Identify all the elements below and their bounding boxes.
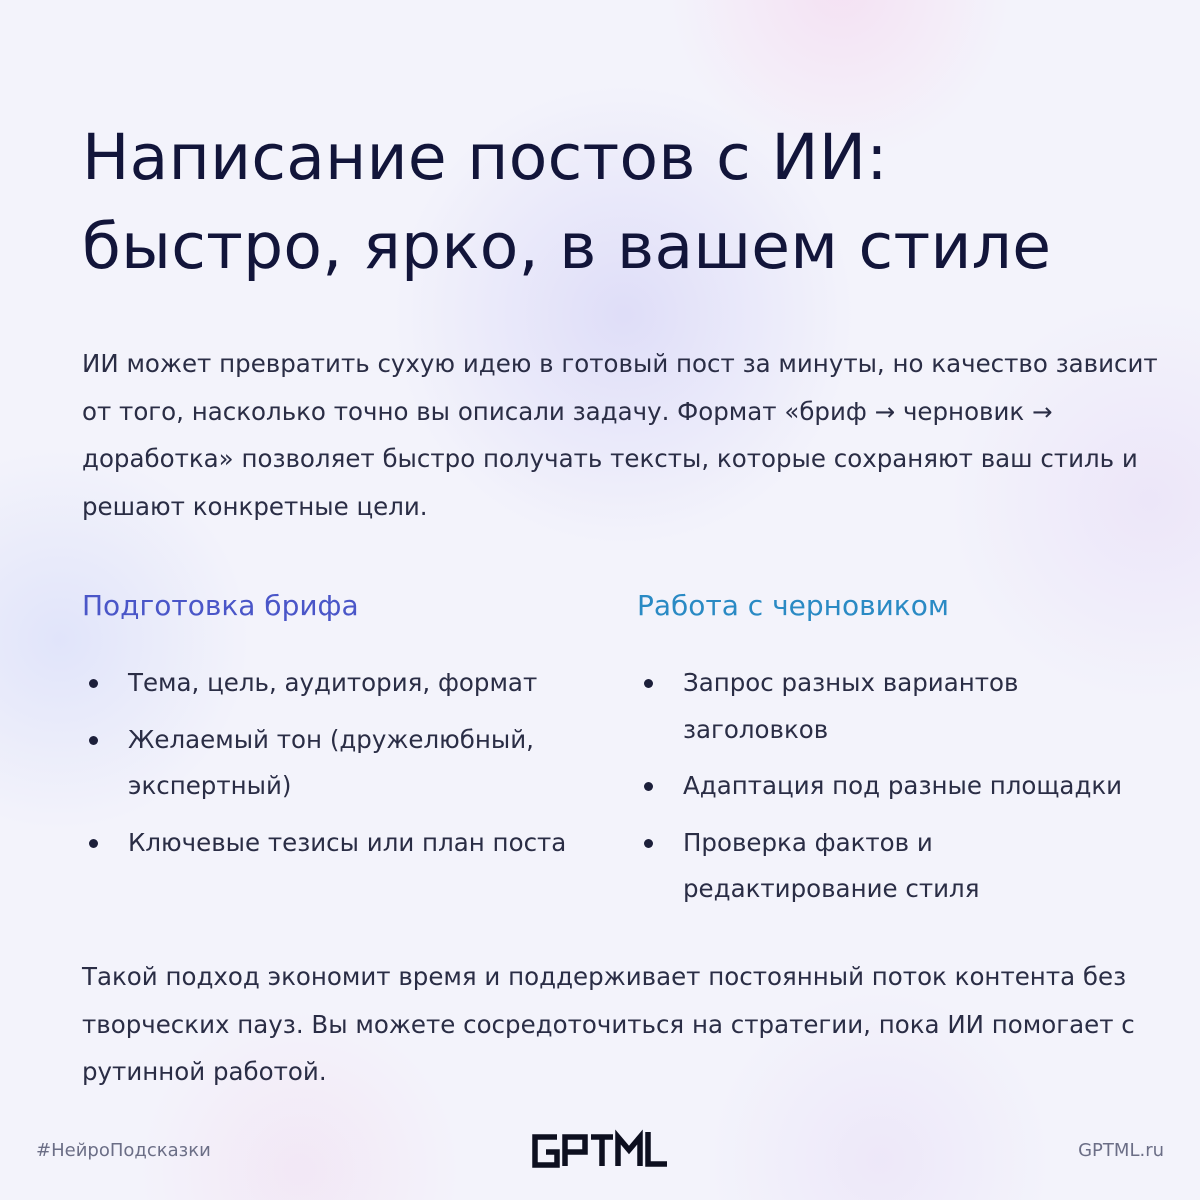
bullet-dot-icon (89, 839, 98, 848)
list-item (82, 820, 572, 867)
list-item (637, 820, 1137, 913)
list-item-text: экспертный) (128, 771, 292, 800)
bullet-dot-icon (644, 839, 653, 848)
intro-paragraph (82, 340, 1158, 530)
bullet-dot-icon (644, 679, 653, 688)
intro-line: решают конкретные цели. (82, 491, 428, 521)
bullet-dot-icon (89, 679, 98, 688)
bullet-dot-icon (644, 782, 653, 791)
page-title-line: быстро, ярко, в вашем стиле (82, 210, 1052, 283)
conclusion-line: рутинной работой. (82, 1057, 327, 1086)
intro-line: ИИ может превратить сухую идею в готовый пост за минуты, но качество зависит (82, 349, 1158, 378)
draft-work-list (637, 660, 1137, 923)
conclusion-line: Такой подход экономит время и поддерживает постоянный поток контента без (82, 962, 1127, 991)
list-item-text: Запрос разных вариантов (683, 668, 1019, 697)
intro-line: от того, насколько точно вы описали задачу. Формат «бриф → черновик → (82, 396, 1053, 426)
list-item-text: заголовков (683, 714, 829, 744)
brief-preparation-heading: Подготовка брифа (82, 589, 359, 622)
gptml-logo (530, 1128, 670, 1172)
list-item-text: редактирование стиля (683, 874, 980, 903)
draft-work-heading: Работа с черновиком (637, 589, 949, 622)
list-item (82, 717, 572, 810)
conclusion-paragraph (82, 953, 1135, 1096)
conclusion-line: творческих пауз. Вы можете сосредоточиться на стратегии, пока ИИ помогает с (82, 1009, 1135, 1039)
page-title (82, 113, 1162, 291)
list-item (82, 660, 572, 707)
list-item (637, 763, 1137, 810)
page-title-line: Написание постов с ИИ: (82, 121, 888, 194)
site-link[interactable]: GPTML.ru (1078, 1140, 1164, 1161)
list-item-text: Проверка фактов и (683, 827, 933, 857)
brief-preparation-section (82, 582, 572, 857)
list-item-text: Ключевые тезисы или план поста (128, 827, 567, 857)
brief-preparation-list (82, 660, 572, 876)
list-item-text: Тема, цель, аудитория, формат (128, 668, 538, 697)
intro-line: доработка» позволяет быстро получать тексты, которые сохраняют ваш стиль и (82, 444, 1138, 473)
bullet-dot-icon (89, 736, 98, 745)
hashtag-label: #НейроПодсказки (36, 1140, 211, 1161)
list-item-text: Желаемый тон (дружелюбный, (128, 724, 534, 754)
list-item-text: Адаптация под разные площадки (683, 771, 1123, 800)
list-item (637, 660, 1137, 753)
draft-work-section (637, 582, 1137, 903)
